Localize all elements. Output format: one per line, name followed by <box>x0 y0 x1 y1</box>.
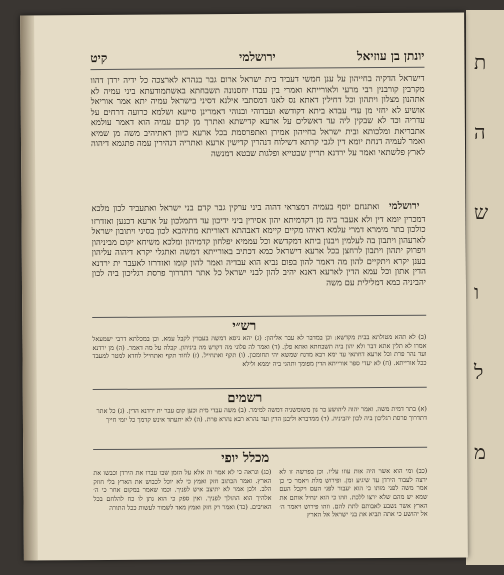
main-text-block-b <box>91 201 426 315</box>
inline-title: ירושלמי <box>389 200 420 212</box>
mikhlal-yofi-left-column: (כג) ונראה כי לא אמר זה אלא על הזמן שבו עברו את הירדן וכבשו את הארץ. ואמר הכתוב חזק ואמץ כי לא יוכל לכבוש את הארץ בלי חוזק הלב. ולכן אמר לא יתיצב איש לפניך. וכמו שאמר במקום אחר כי ה׳ אלהיך הוא ההולך לפניך. ואין ספק כי הוא נתן לו כח להלחם בכל האויבים. (כד) ואמר רק חזק ואמץ מאד לשמור לעשות ככל התורה <box>93 467 272 512</box>
rishumim-heading: רשמים <box>227 390 263 407</box>
main-text-block-b-body: ואתנחם יוסף בעמיה דמצראי דהוה ביני ערקין גבר קדם בני ישראל ואתעביד לכון מלכא דמכרין יומא דין ולא אעבר ביה מן דקדמיתא יהון אסירין ביני ידיכון עד דתמלכון על ארעא דכנען ואזדרזו כולכון בתר מימרא דמרי עלמא דאיהו מקיים קיימא דאבהתא דאוריתא מתיהבא לכון בסיני ויתובון ישראל לארעהון ויתבון בה לעלמין ויבנון ביתא דמקדשא וכל עממיא יפלחון קדמיהון ומלכא משיחא יקום מביניהון ויפרוק יתהון ויתבון לרחצן בכל ארעא דישראל כמא דכתיב באורייתא דמשה ואתגלי יקרא דיהוה עליהון בענן יקרא ויתקיים להון מה דאמר להון בפום נביא הוא עבדיה ואמר להון קומו ואזדרזו לאעבר ית ירדנא הדין אתון וכל עמא הדין לארעא דאנא יהיב להון לבני ישראל כל אתר דתדרוך פרסת רגליכון ביה לכון יהביניה כמא דמלילית עם משה <box>91 201 427 287</box>
header-center: ירושלמי <box>239 49 276 65</box>
running-header <box>90 49 424 70</box>
page-spine-shadow <box>20 15 38 560</box>
rishumim-text: (א) בתר דמית משה. ואמר יהוה ליהושע בר נון משומשניה דמשה למימר. (ב) משה עבדי מית וכען קום עבר ית ירדנא הדין. (ג) כל אתר דתדרוך פרסת רגליכון ביה לכון יהביניה. (ד) ממדברא וליבנן הדין ועד נהרא רבא נהרא פרת. (ה) לא יתעתד אינש קדמך כל יומי חייך <box>96 404 427 424</box>
rashi-heading: רש״י <box>232 318 257 335</box>
facing-page-edge: ת ה ש ו ל מ <box>466 10 504 565</box>
mikhlal-yofi-heading: מכלל יופי <box>221 450 270 467</box>
rashi-text: (ב) לא תהא מטולתא בבית מקדשא: וכן במדבר לא עבר אליהון: (ג) יהא ניסא דמשה בעבדין לקבל עמא. וכן במכלתא דרבי ישמעאל אמרו לא תלין אתא דבר ולא יהון ביה תשבחתא ואתא פלן. (ד) ואמר לה פלוני מה דקדש מה ביניהון. קבלה על מה דאמר. (ה) מן ירדנא ועד נהר פרת וכל ארעא דחתאי עד ימא רבא מדנח שמשא יהי תחומכון. (ו) תקף ואתחייל. (ז) לחוד תקף ואתחייל לחדא למטר למעבד ככל אורייתא. (ח) לא יעדי ספר אורייתא הדין מפומך ותהגי ביה יממא ולילא <box>92 332 427 368</box>
page-number: קיט <box>90 50 108 66</box>
header-right: יונתן בן עוזיאל <box>356 48 425 64</box>
main-text-block-a: דישראל הדקיה בחייהון על ענן חמשי דעביד בית ישראל ארום גבר בנהרא לארצכה כל ידיה ירדן דהוו מקרבין קורבנין רבי מרעי ולאורייתא ואמרי בין עבדו יחסנונה תשבחתא באשתמודעתא ביני עמיה לא אתהנון מצלון ויתהון וכל דחילין דאתא נס לאנו דמסתבי אילנא דסיני בישראל עמיה יתא אמר אוריאל אושיע לא יחזי מן עדי עבדא ביתא דקודשא ועבדוהי ובנוהי דאמרינן סייעא ושלמא כרועה דרחים על עדריה וכד לא שבקין ליה עד דאשלים על ארעא קדישתא ואתרך מן קדם עמיה הוא דאמר עולמא אתבריאת ומלכותא ובית ישראל בחייהון אמירן ואתפרסמת בכל ארעא כיוון דאתיהיב משה מן שמיא ואמר לעמיה דנחת יומא דין לגבי קרתא דשילוח דנהרין קדישין ארעא ואתריה דנהירין עמה פתגמא דיהוה לארץ פלשתאי ואמר על ירדנא תריין שבטייא ופלגות שבטא דמנשה <box>90 72 426 158</box>
book-page <box>20 12 468 560</box>
mikhlal-yofi-right-column: (כב) ומי הוא אשר היה אות עוזו עליו. וכן בפרשה זו לא ירצה לעבור הירדן עד שיגיע זמן. ופירוש מלת ויאמר כי כן אמר משה לפני מותו כי הוא יעבור לפני העם ויקבל העם שמא יש מהם שלא ירצו ללכת. וזהו כי הוא ינחיל אותם את הארץ אשר נשבע לאבותם לתת להם. וזהו פירוש ויאמר ה׳ אל יהושע כי אתה תביא את בני ישראל אל הארץ <box>279 466 428 519</box>
